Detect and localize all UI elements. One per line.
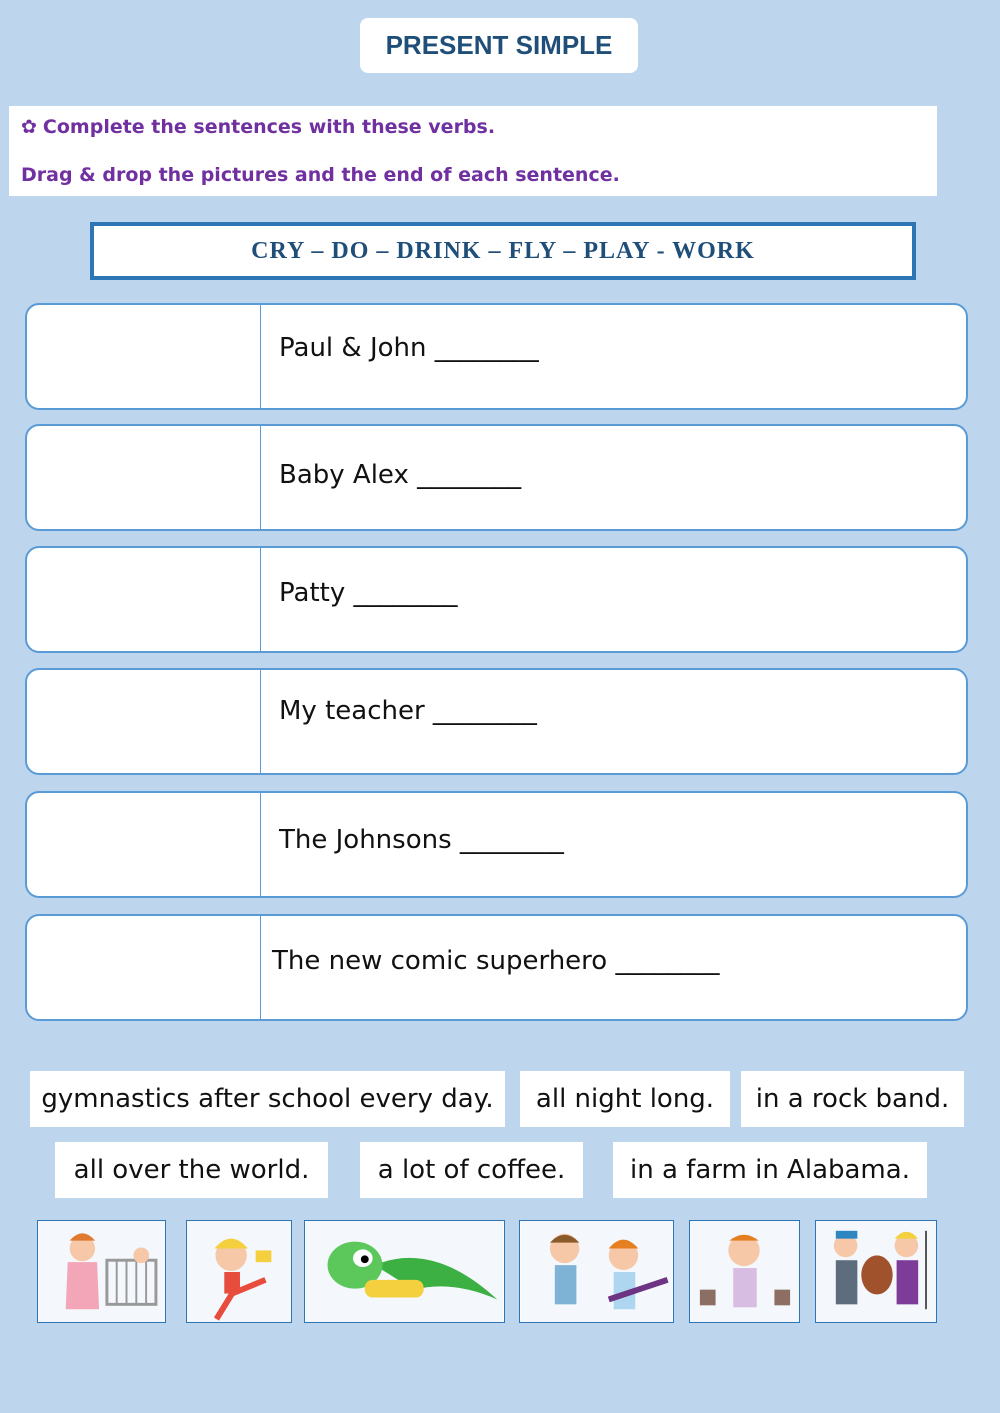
instruction-line-2: Drag & drop the pictures and the end of each sentence. <box>21 164 620 186</box>
coffee-drinker-picture[interactable] <box>689 1220 800 1323</box>
ending-chip[interactable]: a lot of coffee. <box>360 1142 583 1198</box>
sentence-text: Paul & John ________ <box>279 333 539 363</box>
ending-chip[interactable]: gymnastics after school every day. <box>30 1071 505 1127</box>
sentence-text: Baby Alex ________ <box>279 460 522 490</box>
ending-chip[interactable]: all over the world. <box>55 1142 328 1198</box>
page-title: PRESENT SIMPLE <box>360 18 638 73</box>
crying-baby-picture[interactable] <box>37 1220 166 1323</box>
sentence-row <box>25 668 968 775</box>
flying-superhero-picture[interactable] <box>304 1220 505 1323</box>
instructions-panel <box>9 106 937 196</box>
sentence-text: The new comic superhero ________ <box>272 946 720 976</box>
sentence-text: Patty ________ <box>279 578 458 608</box>
rock-band-picture[interactable] <box>519 1220 674 1323</box>
sentence-row <box>25 791 968 898</box>
picture-drop-zone[interactable] <box>27 305 261 408</box>
sentence-text: My teacher ________ <box>279 696 537 726</box>
sentence-text: The Johnsons ________ <box>279 825 564 855</box>
gymnastics-girl-picture[interactable] <box>186 1220 292 1323</box>
ending-chip[interactable]: in a rock band. <box>741 1071 964 1127</box>
instruction-line-1: ✿ Complete the sentences with these verbs. <box>21 116 496 138</box>
farmers-picture[interactable] <box>815 1220 937 1323</box>
sentence-row <box>25 303 968 410</box>
picture-drop-zone[interactable] <box>27 670 261 773</box>
picture-drop-zone[interactable] <box>27 426 261 529</box>
picture-drop-zone[interactable] <box>27 793 261 896</box>
sentence-row <box>25 546 968 653</box>
ending-chip[interactable]: all night long. <box>520 1071 730 1127</box>
sentence-row <box>25 914 968 1021</box>
picture-drop-zone[interactable] <box>27 548 261 651</box>
verb-bank: CRY – DO – DRINK – FLY – PLAY - WORK <box>90 222 916 280</box>
ending-chip[interactable]: in a farm in Alabama. <box>613 1142 927 1198</box>
gear-icon: ✿ <box>21 116 37 138</box>
sentence-row <box>25 424 968 531</box>
picture-drop-zone[interactable] <box>27 916 261 1019</box>
